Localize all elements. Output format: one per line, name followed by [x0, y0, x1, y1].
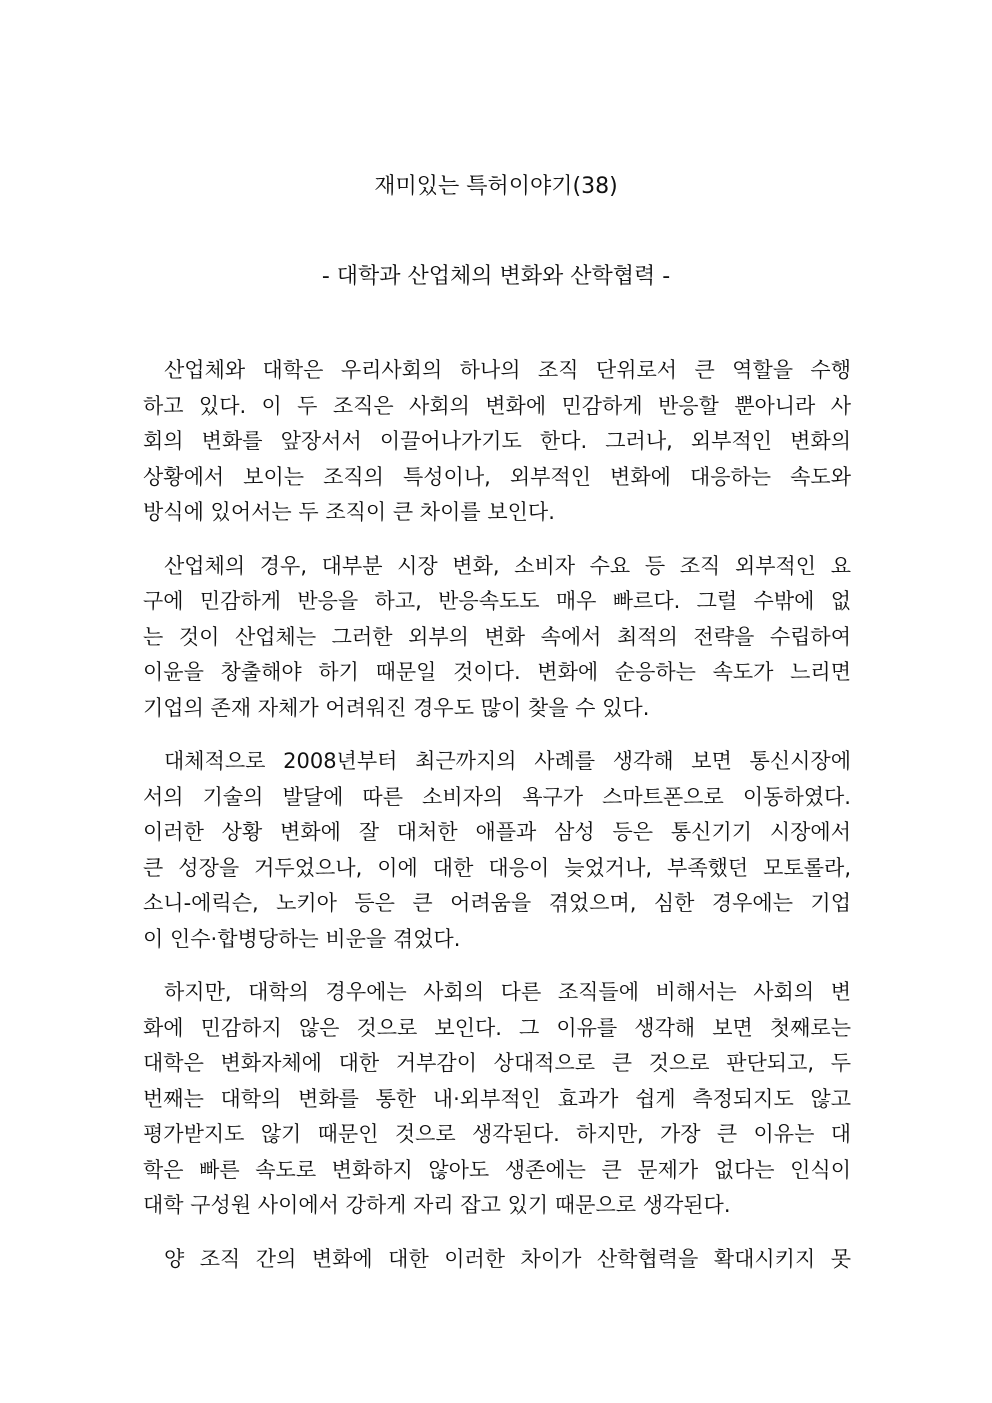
text-line: 대체적으로 2008년부터 최근까지의 사례를 생각해 보면 통신시장에 [164, 749, 851, 773]
text-line: 대학은 변화자체에 대한 거부감이 상대적으로 큰 것으로 판단되고, 두 [143, 1051, 851, 1075]
text-line: 구에 민감하게 반응을 하고, 반응속도도 매우 빠르다. 그럴 수밖에 없 [143, 589, 851, 613]
document-title: 재미있는 특허이야기(38) [374, 174, 618, 199]
text-line: 학은 빠른 속도로 변화하지 않아도 생존에는 큰 문제가 없다는 인식이 [143, 1157, 851, 1182]
paragraph [143, 549, 851, 727]
text-line: 산업체와 대학은 우리사회의 하나의 조직 단위로서 큰 역할을 수행 [164, 358, 851, 382]
text-line: 이러한 상황 변화에 잘 대처한 애플과 삼성 등은 통신기기 시장에서 [143, 820, 851, 844]
text-line: 기업의 존재 자체가 어려워진 경우도 많이 찾을 수 있다. [143, 695, 650, 720]
text-line: 서의 기술의 발달에 따른 소비자의 욕구가 스마트폰으로 이동하였다. [143, 784, 851, 809]
paragraph [143, 744, 851, 957]
paragraph [143, 1242, 851, 1278]
text-line: 평가받지도 않기 때문인 것으로 생각된다. 하지만, 가장 큰 이유는 대 [143, 1122, 851, 1146]
text-line: 회의 변화를 앞장서서 이끌어나가기도 한다. 그러나, 외부적인 변화의 [143, 429, 851, 453]
text-line: 화에 민감하지 않은 것으로 보인다. 그 이유를 생각해 보면 첫째로는 [143, 1015, 851, 1040]
paragraph [143, 975, 851, 1224]
text-line: 방식에 있어서는 두 조직이 큰 차이를 보인다. [143, 500, 555, 524]
text-line: 산업체의 경우, 대부분 시장 변화, 소비자 수요 등 조직 외부적인 요 [164, 553, 851, 578]
text-line: 번째는 대학의 변화를 통한 내·외부적인 효과가 쉽게 측정되지도 않고 [143, 1086, 851, 1111]
text-line: 상황에서 보이는 조직의 특성이나, 외부적인 변화에 대응하는 속도와 [143, 464, 851, 489]
text-line: 는 것이 산업체는 그러한 외부의 변화 속에서 최적의 전략을 수립하여 [143, 624, 851, 649]
text-line: 이윤을 창출해야 하기 때문일 것이다. 변화에 순응하는 속도가 느리면 [143, 660, 851, 684]
text-line: 소니-에릭슨, 노키아 등은 큰 어려움을 겪었으며, 심한 경우에는 기업 [143, 891, 851, 915]
paragraph [143, 353, 851, 531]
text-line: 대학 구성원 사이에서 강하게 자리 잡고 있기 때문으로 생각된다. [143, 1193, 731, 1217]
document-subtitle: - 대학과 산업체의 변화와 산학협력 - [321, 264, 671, 289]
document-body [143, 353, 851, 1295]
text-line: 양 조직 간의 변화에 대한 이러한 차이가 산학협력을 확대시키지 못 [164, 1246, 851, 1271]
text-line: 하지만, 대학의 경우에는 사회의 다른 조직들에 비해서는 사회의 변 [164, 980, 851, 1004]
text-line: 하고 있다. 이 두 조직은 사회의 변화에 민감하게 반응할 뿐아니라 사 [143, 393, 851, 418]
text-line: 큰 성장을 거두었으나, 이에 대한 대응이 늦었거나, 부족했던 모토롤라, [143, 855, 851, 880]
text-line: 이 인수·합병당하는 비운을 겪었다. [143, 926, 461, 951]
